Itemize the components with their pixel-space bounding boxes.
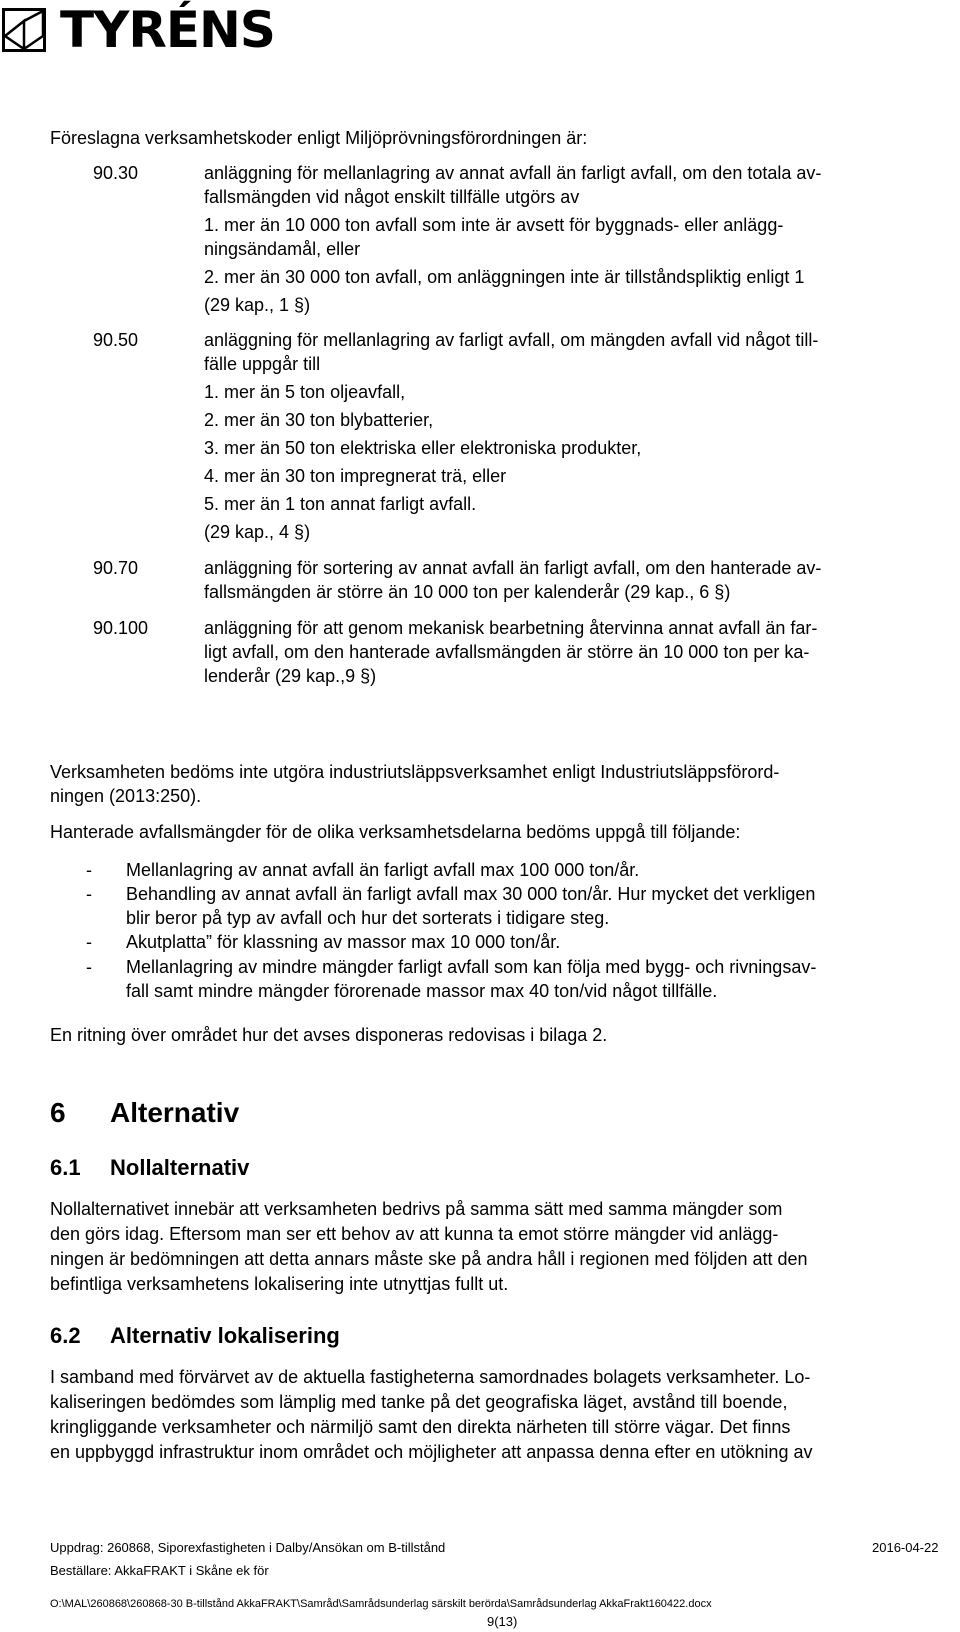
paragraph-line: kringliggande verksamheter och närmiljö samt den direkta närheten till större vägar. Det finns [50, 1417, 791, 1437]
code-line: (29 kap., 1 §) [204, 295, 311, 315]
company-logo [0, 1, 275, 59]
code-number: 90.100 [93, 618, 149, 638]
tyrens-logo-icon [2, 8, 46, 52]
paragraph-line: ningen är bedömningen att detta annars måste ske på andra håll i regionen med följden att den [50, 1249, 808, 1269]
paragraph-text: Hanterade avfallsmängder för de olika verksamhetsdelarna bedöms uppgå till följande: [50, 822, 741, 842]
code-line: fälle uppgår till [204, 354, 321, 374]
heading-title: Alternativ [110, 1097, 240, 1128]
code-line: fallsmängden vid något enskilt tillfälle utgörs av [204, 187, 580, 207]
paragraph-line: befintliga verksamhetens lokalisering inte utnyttjas fullt ut. [50, 1274, 509, 1294]
bullet-dash: - [86, 932, 92, 952]
logo-text: TYRÉNS [60, 1, 275, 59]
bullet-line: Mellanlagring av mindre mängder farligt avfall som kan följa med bygg- och rivningsav- [126, 957, 817, 977]
bullet-line: Behandling av annat avfall än farligt avfall max 30 000 ton/år. Hur mycket det verkligen [126, 884, 816, 904]
code-line: lenderår (29 kap.,9 §) [204, 666, 377, 686]
heading-section-6 [50, 1096, 239, 1130]
bullet-dash: - [86, 957, 92, 977]
bullet-line: Mellanlagring av annat avfall än farligt avfall max 100 000 ton/år. [126, 860, 640, 880]
footer-file-path: O:\MAL\260868\260868-30 B-tillstånd AkkaFRAKT\Samråd\Samrådsunderlag särskilt berörda\Samrådsunderlag AkkaFrakt160422.docx [50, 1598, 712, 1610]
code-line: 4. mer än 30 ton impregnerat trä, eller [204, 466, 507, 486]
paragraph-line: den görs idag. Eftersom man ser ett behov av att kunna ta emot större mängder vid anlägg- [50, 1224, 779, 1244]
paragraph-text: En ritning över området hur det avses disponeras redovisas i bilaga 2. [50, 1025, 608, 1045]
heading-section-6-2 [50, 1322, 340, 1350]
paragraph-line: Verksamheten bedöms inte utgöra industriutsläppsverksamhet enligt Industriutsläppsförord- [50, 762, 780, 782]
code-number: 90.30 [93, 163, 139, 183]
bullet-dash: - [86, 884, 92, 904]
paragraph-line: Nollalternativet innebär att verksamheten bedrivs på samma sätt med samma mängder som [50, 1199, 783, 1219]
paragraph-line: I samband med förvärvet av de aktuella fastigheterna samordnades bolagets verksamheter. Lo- [50, 1367, 811, 1387]
code-line: 2. mer än 30 ton blybatterier, [204, 410, 434, 430]
paragraph-line: kaliseringen bedömdes som lämplig med tanke på det geografiska läget, avstånd till boende, [50, 1392, 788, 1412]
paragraph-line: ningen (2013:250). [50, 786, 202, 806]
code-line: ningsändamål, eller [204, 239, 361, 259]
intro-text: Föreslagna verksamhetskoder enligt Miljöprövningsförordningen är: [50, 128, 588, 148]
heading-section-6-1 [50, 1154, 249, 1182]
code-line: 5. mer än 1 ton annat farligt avfall. [204, 494, 477, 514]
heading-title: Nollalternativ [110, 1155, 250, 1180]
code-number: 90.70 [93, 558, 139, 578]
heading-number: 6.1 [50, 1155, 81, 1180]
heading-title: Alternativ lokalisering [110, 1323, 340, 1348]
code-line: anläggning för att genom mekanisk bearbetning återvinna annat avfall än far- [204, 618, 818, 638]
code-number: 90.50 [93, 330, 139, 350]
bullet-line: Akutplatta” för klassning av massor max 10 000 ton/år. [126, 932, 561, 952]
footer-page-number: 9(13) [487, 1614, 518, 1629]
code-line: anläggning för mellanlagring av farligt avfall, om mängden avfall vid något till- [204, 330, 819, 350]
paragraph-line: en uppbyggd infrastruktur inom området och möjligheter att anpassa denna efter en utökning av [50, 1442, 813, 1462]
code-line: (29 kap., 4 §) [204, 522, 311, 542]
bullet-dash: - [86, 860, 92, 880]
code-line: 2. mer än 30 000 ton avfall, om anläggningen inte är tillståndspliktig enligt 1 [204, 267, 805, 287]
bullet-line: blir beror på typ av avfall och hur det sorterats i tidigare steg. [126, 908, 610, 928]
code-line: anläggning för mellanlagring av annat avfall än farligt avfall, om den totala av- [204, 163, 822, 183]
code-line: 3. mer än 50 ton elektriska eller elektroniska produkter, [204, 438, 642, 458]
code-line: 1. mer än 10 000 ton avfall som inte är avsett för byggnads- eller anlägg- [204, 215, 784, 235]
footer-date: 2016-04-22 [872, 1540, 939, 1555]
bullet-line: fall samt mindre mängder förorenade massor max 40 ton/vid något tillfälle. [126, 981, 718, 1001]
code-line: ligt avfall, om den hanterade avfallsmängden är större än 10 000 ton per ka- [204, 642, 810, 662]
footer-uppdrag: Uppdrag: 260868, Siporexfastigheten i Dalby/Ansökan om B-tillstånd [50, 1540, 446, 1555]
code-line: fallsmängden är större än 10 000 ton per kalenderår (29 kap., 6 §) [204, 582, 731, 602]
footer-bestallare: Beställare: AkkaFRAKT i Skåne ek för [50, 1563, 269, 1578]
heading-number: 6 [50, 1097, 66, 1128]
code-line: anläggning för sortering av annat avfall än farligt avfall, om den hanterade av- [204, 558, 822, 578]
code-line: 1. mer än 5 ton oljeavfall, [204, 382, 406, 402]
heading-number: 6.2 [50, 1323, 81, 1348]
